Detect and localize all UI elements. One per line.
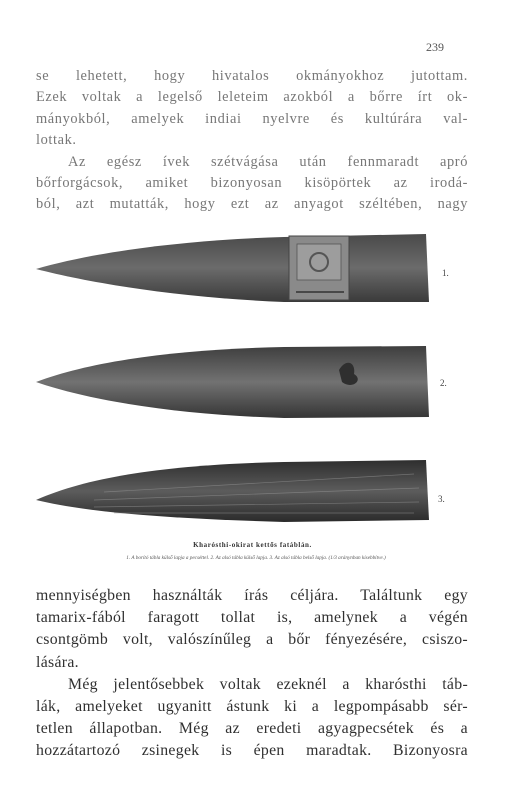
- text-line: se lehetett, hogy hivatalos okmányokhoz jutottam.: [36, 68, 468, 84]
- text-line: Még jelentősebbek voltak ezeknél a kharósthi táb-: [68, 675, 468, 693]
- text-line: lottak.: [36, 132, 77, 149]
- page-number: 239: [426, 40, 444, 54]
- tablet-2: [36, 346, 429, 418]
- text-line: tamarix-fából faragott tollat is, amelynek a végén: [36, 609, 468, 627]
- tablet-1: [36, 234, 429, 302]
- text-line: hozzátartozó zsinegek is épen maradtak. Bizonyosra: [36, 742, 468, 760]
- text-line: ból, azt mutatták, hogy ezt az anyagot széltében, nagy: [36, 196, 468, 213]
- text-line: Ezek voltak a legelső leleteim azokból a bőrre írt ok-: [36, 89, 468, 106]
- tablet-label-3: 3.: [438, 494, 445, 504]
- figure-subcaption: 1. A borító tábla külső lapja a pecséttel. 2. Az alsó tábla külső lapja. 3. Az alsó tábla belső lapja. (1/3 aránynban kisebbítve.): [126, 555, 386, 561]
- tablet-label-2: 2.: [440, 378, 447, 388]
- bottom-paragraph: [36, 585, 468, 763]
- text-line: csontgömb volt, valószínűleg a bőr fényezésére, csiszo-: [36, 631, 468, 649]
- tablet-label-1: 1.: [442, 268, 449, 278]
- text-line: Az egész ívek szétvágása után fennmaradt apró: [68, 153, 468, 170]
- text-line: bőrforgácsok, amiket bizonyosan kisöpörtek az irodá-: [36, 175, 468, 192]
- text-line: tetlen állapotban. Még az eredeti agyagpecsétek és a: [36, 720, 468, 738]
- figure-caption: Kharósthi-okirat kettős fatáblán.: [193, 541, 312, 549]
- text-line: lák, amelyeket ugyanitt ástunk ki a legpompásabb sér-: [36, 698, 468, 716]
- tablet-3: [36, 460, 429, 522]
- top-paragraph: [36, 66, 468, 216]
- text-line: lására.: [36, 653, 79, 671]
- tablet-plate-figure: [34, 222, 474, 537]
- tablet-illustration: [34, 222, 474, 537]
- text-line: mányokból, amelyek indiai nyelvre és kultúrára val-: [36, 110, 468, 127]
- text-line: mennyiségben használták írás céljára. Találtunk egy: [36, 587, 468, 604]
